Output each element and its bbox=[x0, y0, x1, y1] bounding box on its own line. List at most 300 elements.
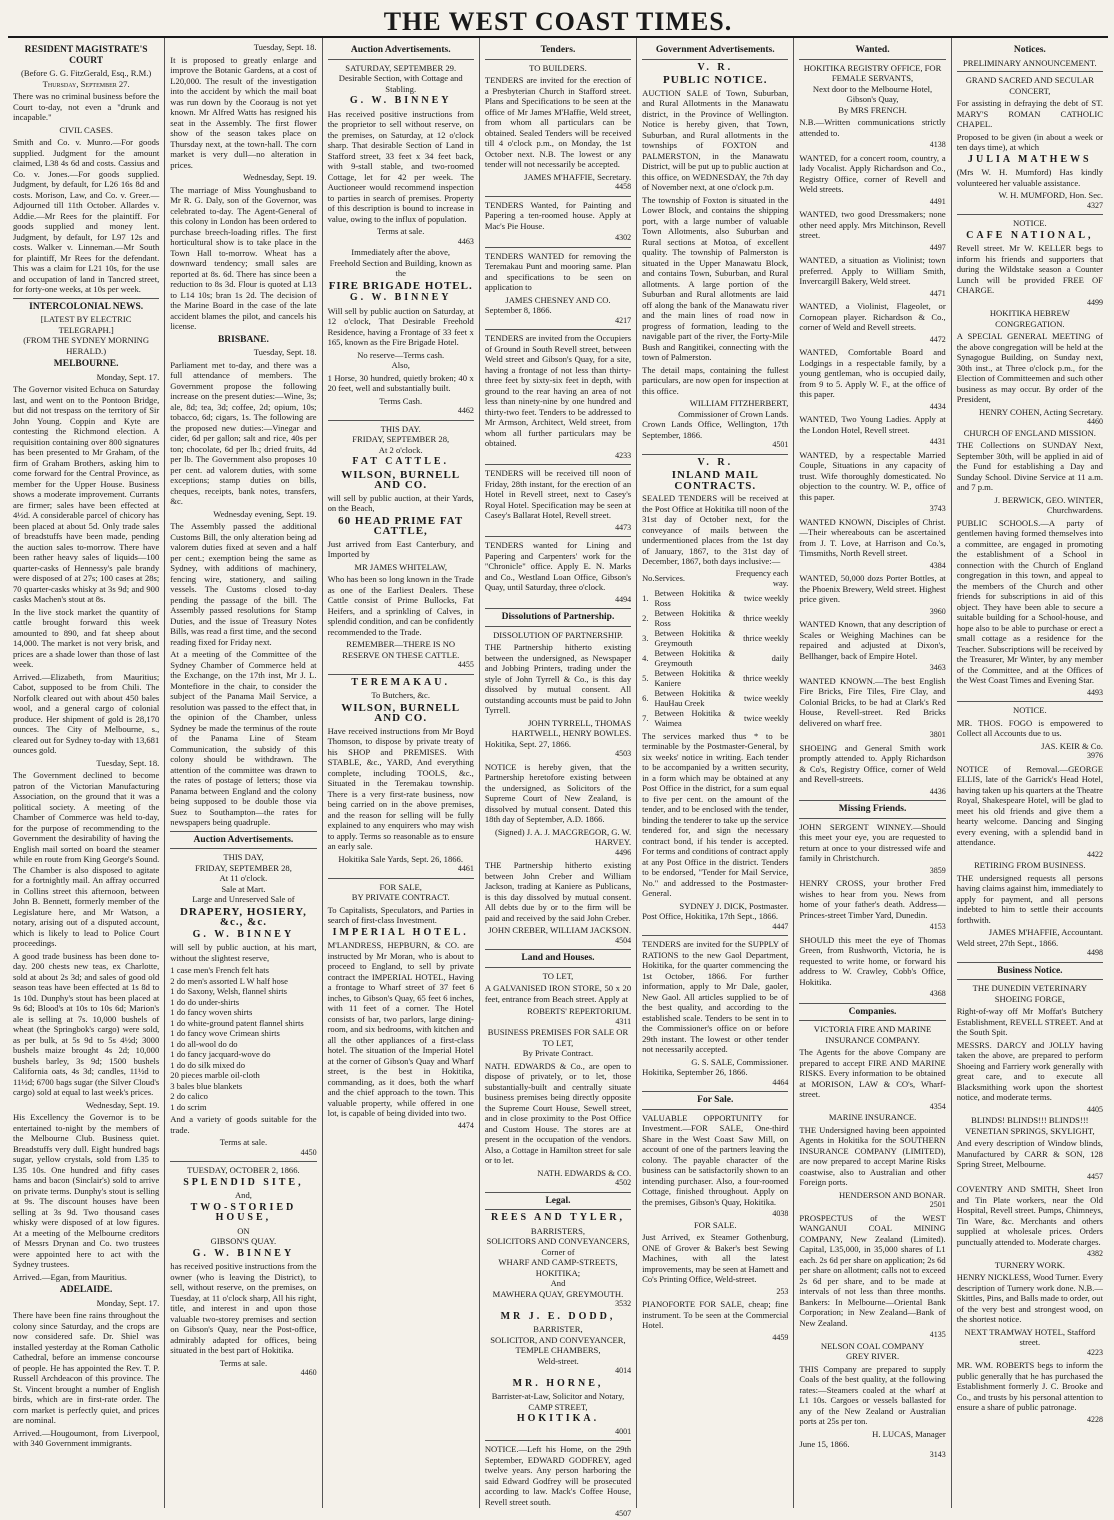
inland-mail-title: INLAND MAIL CONTRACTS. bbox=[671, 469, 759, 492]
ad-number: 4382 bbox=[1086, 1249, 1103, 1258]
ad-number: 4460 bbox=[1086, 417, 1103, 426]
retiring-title: RETIRING FROM BUSINESS. bbox=[974, 860, 1086, 870]
importer-name: MR JAMES WHITELAW, bbox=[354, 561, 448, 572]
divider bbox=[485, 1440, 631, 1441]
divider bbox=[485, 247, 631, 248]
auction-1-goods: DRAPERY, HOSIERY, &c., &c. bbox=[179, 905, 307, 928]
missing-text: SHOULD this meet the eye of Thomas Green, from Rushworth, Victoria, he is requested to write home, or forward his address to W. Crawley, Cobb's Office, Hokitika. bbox=[799, 934, 946, 987]
ad-number: 4434 bbox=[929, 401, 946, 411]
turnery-title: TURNERY WORK. bbox=[994, 1259, 1065, 1270]
auction-1-date: THIS DAY, bbox=[223, 852, 264, 862]
auction-2-on: ON bbox=[237, 1225, 250, 1236]
sale-yards: Hokitika Sale Yards, Sept. 26, 1866. bbox=[338, 853, 463, 864]
remember-text: REMEMBER—THERE IS NO RESERVE ON THESE CATTLE. bbox=[342, 639, 460, 660]
this-day-label: THIS DAY. bbox=[380, 423, 421, 434]
civil-cases-label: CIVIL CASES. bbox=[59, 124, 113, 135]
divider bbox=[642, 1091, 788, 1092]
business-premises-title: BUSINESS PREMISES FOR SALE OR TO LET, bbox=[487, 1027, 629, 1048]
wanted-text: WANTED KNOWN.—The best English Fire Bricks, Fire Tiles, Fire Clay, and Colonial Bricks, to be had at Clark's Red House, Revell-street. Red Bricks delivered on wharf free. bbox=[799, 675, 946, 728]
divider bbox=[170, 848, 316, 849]
table-header-row bbox=[642, 569, 788, 589]
list-item: 1 do do under-shirts bbox=[170, 996, 240, 1007]
missing-text: HENRY CROSS, your brother Fred wishes to hear from you. News from home of your father's death. Address—Princes-street Timber Yard, Dunedin. bbox=[799, 878, 946, 920]
auction-2-place: GIBSON'S QUAY. bbox=[210, 1236, 277, 1246]
wanted-text: WANTED, by a respectable Married Couple, Situations in any capacity of trust. Wife thoroughly domesticated. No objection to the country. W. P., office of this paper. bbox=[799, 449, 946, 502]
removal-text: NOTICE of Removal.—GEORGE ELLIS, late of the Garrick's Head Hotel, having taken up his quarters at the Theatre Royal, Shakespeare Hotel, will be glad to meet his old friends and give them a hearty welcome. Dancing and Singing every evening, with a splendid band in attendance. bbox=[956, 763, 1103, 847]
capitalists-text: To Capitalists, Speculators, and Parties in search of first-class Investment. bbox=[327, 904, 474, 925]
table-cell: Between Hokitika & Ross bbox=[654, 588, 736, 608]
ad-number: 4436 bbox=[929, 786, 946, 796]
signature: JAS. KEIR & Co. bbox=[1041, 740, 1103, 751]
divider bbox=[485, 1192, 631, 1193]
divider bbox=[485, 1209, 631, 1210]
divider bbox=[799, 59, 945, 60]
divider bbox=[485, 626, 631, 627]
divider bbox=[485, 464, 631, 465]
marine-insurance-title: MARINE INSURANCE. bbox=[828, 1112, 917, 1122]
list-item: 1 do fancy wove Crimean shirts bbox=[170, 1028, 280, 1038]
table-cell: 1. bbox=[642, 593, 649, 603]
list-item: 1 do fancy jacquard-wove do bbox=[170, 1049, 271, 1059]
table-cell: daily bbox=[771, 653, 789, 663]
column-2 bbox=[165, 38, 322, 1508]
cafe-title: CAFE NATIONAL, bbox=[966, 229, 1094, 241]
horne-title: MR. HORNE, bbox=[512, 1377, 604, 1389]
cattle-text-1: will sell by public auction, at their Yards, on the Beach, bbox=[327, 492, 474, 513]
mail-services-table bbox=[642, 569, 788, 729]
dissolutions-heading: Dissolutions of Partnership. bbox=[501, 612, 615, 622]
fat-cattle-title: FAT CATTLE. bbox=[352, 456, 450, 467]
ad-number: 4014 bbox=[615, 1366, 632, 1375]
divider bbox=[485, 196, 631, 197]
table-cell: 5. bbox=[642, 673, 649, 683]
private-contract-label: By Private Contract. bbox=[522, 1048, 594, 1058]
nelson-date: June 15, 1866. bbox=[799, 1439, 850, 1449]
notice-heading: NOTICE. bbox=[1013, 705, 1047, 715]
adelaide-date: Monday, Sept. 17. bbox=[96, 1297, 160, 1308]
nickless-text: HENRY NICKLESS, Wood Turner. Every description of Turnery work done. N.B.—Skittles, Pins, and Balls made to order, out of the very best and strongest wood, on the shortest notice. bbox=[956, 1272, 1103, 1324]
barrister-label: BARRISTER, bbox=[533, 1324, 583, 1334]
cattle-head: 60 HEAD PRIME FAT CATTLE, bbox=[338, 514, 464, 537]
list-item: 1 do all-wool do do bbox=[170, 1038, 238, 1049]
ad-number: 3960 bbox=[929, 606, 946, 616]
auction-item-list bbox=[170, 965, 316, 1112]
table-cell: Between Hokitika & Kaniere bbox=[654, 668, 736, 688]
list-item: 1 do Saxony, Welsh, flannel shirts bbox=[170, 986, 288, 996]
ad-number: 3743 bbox=[929, 504, 946, 513]
blinds-text: And every description of Window blinds, Manufactured by CARR & SON, 128 Spring Street, Melbourne. bbox=[956, 1138, 1103, 1169]
ad-number: 4001 bbox=[615, 1426, 632, 1436]
dissolution-text-1: THE Partnership hitherto existing between the undersigned, as Newspaper and Jobbing Printers, trading under the style of John Tyrrell & Co., is this day dissolved by mutual consent. All outstanding accounts must be paid to John Tyrrell. bbox=[484, 642, 632, 715]
for-sale-label: FOR SALE, bbox=[379, 881, 422, 892]
wanted-text: WANTED, Comfortable Board and Lodgings in a respectable family, by a young gentleman, who is occupied daily, from 9 to 5. Apply W. F., at the office of this paper. bbox=[799, 347, 946, 399]
preliminary-label: PRELIMINARY ANNOUNCEMENT. bbox=[962, 57, 1097, 68]
ad-number: 3801 bbox=[929, 730, 946, 739]
table-cell: Between Hokitika & Ross bbox=[654, 608, 736, 628]
business-notice-heading: Business Notice. bbox=[997, 965, 1063, 976]
rations-text: TENDERS are invited for the SUPPLY of RATIONS to the new Gaol Department, Hokitika, for the quarter commencing the 1st October, 1866. For further information, apply to Mr Dale, gaoler, New Gaol. All articles supplied to be of the best quality, and according to the established scale. Tenders to be sent in to the Commissioner's office on or before 29th instant. The lowest or other tender not necessarily accepted. bbox=[642, 939, 789, 1054]
ad-number: 4457 bbox=[1086, 1171, 1103, 1181]
column-5 bbox=[637, 38, 794, 1508]
auction-2-title-1: SPLENDID SITE, bbox=[183, 1176, 304, 1188]
victoria-title: VICTORIA FIRE AND MARINE INSURANCE COMPANY. bbox=[813, 1024, 932, 1045]
divider bbox=[485, 536, 631, 537]
auction-2-and: And, bbox=[234, 1190, 252, 1200]
auctioneer-name: G. W. BINNEY bbox=[192, 928, 295, 940]
wanted-text: WANTED, two good Dressmakers; none other need apply. Mrs Mitchinson, Revell street. bbox=[799, 209, 946, 240]
list-item: 1 do do silk mixed do bbox=[170, 1059, 245, 1070]
wanted-text: WANTED Known, that any description of Scales or Weighing Machines can be repaired and adjusted at Dixon's, Bellhanger, back of Empire Hotel. bbox=[799, 619, 946, 661]
edwards-text: NATH. EDWARDS & Co., are open to dispose of privately, or to let, those substantially-built and centrally situate business premises being directly opposite the Supreme Court House, Sewell street, and in close proximity to the Post Office and Custom House. The stores are at present in the occupation of the vendors. Also, a Cottage in Hamilton street for sale or to let. bbox=[484, 1060, 632, 1165]
divider bbox=[957, 71, 1103, 72]
to-builders-label: TO BUILDERS. bbox=[529, 62, 587, 73]
auction-date: SATURDAY, SEPTEMBER 29. bbox=[345, 62, 457, 73]
signature: JOHN CREBER, WILLIAM JACKSON. bbox=[488, 925, 632, 935]
crown-vr: V. R. bbox=[697, 456, 734, 468]
ad-number: 4217 bbox=[615, 315, 632, 325]
ad-number: 4471 bbox=[929, 288, 946, 298]
ad-number: 4499 bbox=[1086, 297, 1103, 307]
fogo-text: MR. THOS. FOGO is empowered to Collect all Accounts due to us. bbox=[956, 717, 1103, 738]
wanted-text: WANTED, a Violinist, Flageolet, or Cornopean player. Richardson & Co., corner of Weld and Revell streets. bbox=[799, 301, 946, 332]
gov-text-2: The township of Foxton is situated in the Lower Block, and contains the shipping port, with a large number of valuable Town Allotments, also Suburban and Rural sections at Motoa, of excellent quality. The township of Palmerston is situated in the Upper Manawatu Block, and contains Town, Suburban, and Rural allotments. A large portion of the Suburban and Rural allotments are laid off along the bank of the Manawatu river and the main lines of road now in progress of formation, leading to the navigable part of the river, the Forty-Mile Bush and Rangitikei, connecting with the town of Palmerston. bbox=[642, 194, 789, 362]
ad-number: 4504 bbox=[615, 935, 632, 945]
table-row bbox=[642, 669, 788, 689]
divider bbox=[957, 979, 1103, 980]
performer-name: JULIA MATHEWS bbox=[968, 153, 1092, 165]
column-header: Frequency each way. bbox=[735, 568, 789, 588]
table-cell: 7. bbox=[642, 713, 649, 723]
signature: JOHN TYRRELL, THOMAS HARTWELL, HENRY BOWLES. bbox=[511, 717, 632, 738]
tender-date: September 8, 1866. bbox=[484, 305, 552, 315]
list-item: 2 do calico bbox=[170, 1091, 208, 1101]
table-cell: thrice weekly bbox=[743, 673, 789, 683]
divider bbox=[170, 831, 316, 832]
telegraph-label: [LATEST BY ELECTRIC TELEGRAPH.] bbox=[40, 314, 132, 335]
ad-number: 4135 bbox=[929, 1330, 946, 1339]
signature: JAMES CHESNEY AND CO. bbox=[505, 294, 611, 305]
to-butchers: To Butchers, &c. bbox=[371, 690, 430, 700]
table-cell: 4. bbox=[642, 653, 649, 663]
table-row bbox=[642, 649, 788, 669]
table-row bbox=[642, 709, 788, 729]
table-cell: 2. bbox=[642, 613, 649, 623]
auction-1-time: At 11 o'clock. bbox=[219, 873, 268, 883]
tender-text-4: TENDERS are invited from the Occupiers of Ground in South Revell street, between Weld street and Gibson's Quay, for a site, having a frontage of not less than thirty-three feet by sixty-six feet in depth, with ground to the rear having an area of not less than ninety-nine by one hundred and thirty-two feet. Tenders to be addressed to Mr Armson, Architect, Weld street, from whom all further particulars may be obtained. bbox=[484, 333, 632, 448]
table-cell: Between Hokitika & Greymouth bbox=[654, 628, 736, 648]
intercolonial-heading: INTERCOLONIAL NEWS. bbox=[29, 301, 144, 312]
list-item: 1 do fancy woven shirts bbox=[170, 1007, 253, 1017]
signature: G. S. SALE, Commissioner. bbox=[691, 1056, 789, 1067]
arrived-text: Arrived.—Egan, from Mauritius. bbox=[13, 1271, 127, 1282]
divider bbox=[13, 298, 159, 299]
sale-date: FRIDAY, SEPTEMBER 28, bbox=[352, 434, 450, 444]
victoria-text: The Agents for the above Company are prepared to accept FIRE AND MARINE RISKS. Every information to be obtained at MORISON, LAW & CO's, Wharf-street. bbox=[799, 1047, 946, 1099]
tenders-heading: Tenders. bbox=[540, 45, 576, 55]
auction-text-2: Will sell by public auction on Saturday, at 12 o'clock, That Desirable Freehold Residence, having a Frontage of 33 feet x 165, known as the Fire Brigade Hotel. bbox=[327, 305, 474, 347]
ad-number: 4153 bbox=[929, 922, 946, 931]
auctioneer-name: G. W. BINNEY bbox=[349, 292, 452, 303]
date-4: Wednesday evening, Sept. 19. bbox=[213, 508, 317, 519]
list-item: 3 bales blue blankets bbox=[170, 1080, 243, 1091]
temple-label: TEMPLE CHAMBERS, bbox=[515, 1345, 601, 1355]
signature: WILLIAM FITZHERBERT, Commissioner of Crown Lands. bbox=[678, 398, 789, 419]
dissolution-text-2: NOTICE is hereby given, that the Partnership heretofore existing between the undersigned, as Solicitors of the Supreme Court of New Zealand, is dissolved by mutual consent. Dated this 18th day of September, A.D. 1866. bbox=[484, 761, 632, 824]
melbourne-date: Monday, Sept. 17. bbox=[96, 371, 160, 382]
registry-note: N.B.—Written communications strictly attended to. bbox=[799, 117, 946, 138]
fire-brigade-title: FIRE BRIGADE HOTEL. bbox=[328, 279, 473, 292]
cattle-text-3: Who has been so long known in the Trade as one of the Earliest Dealers. These Cattle consist of Prime Bullocks, Fat Heifers, and a sprinkling of Calves, in splendid condition, and can be confidently recommended to the Trade. bbox=[327, 574, 474, 637]
list-item: 1 do white-ground patent flannel shirts bbox=[170, 1017, 304, 1028]
signature: HENRY COHEN, Acting Secretary. bbox=[979, 406, 1103, 417]
solicitor-label: SOLICITOR, AND CONVEYANCER, bbox=[490, 1334, 626, 1345]
wanted-text: WANTED, a situation as Violinist; town preferred. Apply to William Smith, Invercargill Bakery, Weld street. bbox=[799, 255, 946, 286]
ad-number: 4354 bbox=[929, 1101, 946, 1111]
ad-number: 4462 bbox=[457, 406, 474, 415]
ad-number: 4491 bbox=[929, 196, 946, 206]
auction-2-title-2: TWO-STORIED HOUSE, bbox=[190, 1201, 297, 1223]
melbourne-text-6: His Excellency the Governor is to be entertained to-night by the members of the Melbourne Club. Business quiet. Breadstuffs very dull. Eight hundred bags sugar, yellow crystals, sold from L35 to L35 10s. One hundred and fifty cases hams and bacon (Sinclair's) sold to arrive on private terms. Dunphy's stout is selling at 9s. The discount houses have been selling at 3s 9d. Two thousand cases whisky were disposed of at low figures. At a meeting of the Melbourne creditors of Messrs Drynan and Co. two trustees were appointed here to act with the Sydney trustees. bbox=[13, 1112, 160, 1269]
signature: J. BERWICK, GEO. WINTER, Churchwardens. bbox=[994, 494, 1103, 515]
auctioneer-firm: WILSON, BURNELL AND CO. bbox=[341, 701, 461, 724]
ad-number: 4497 bbox=[929, 242, 946, 252]
retiring-date: Weld street, 27th Sept., 1866. bbox=[956, 937, 1059, 948]
venetian-title: VENETIAN SPRINGS, SKYLIGHT, bbox=[964, 1125, 1095, 1136]
to-let-label: TO LET, bbox=[542, 970, 574, 981]
teremakau-text: Have received instructions from Mr Boyd Thomson, to dispose by private treaty of his SHOP and PREMISES. With STABLE, &c., YARD, And everything complete, including TOOLS, &c., Situated in the Teremakau township. There is a very first-rate business, now being carried on in the above premises, and the reason for selling will be fully explained to any enquirers who may wish to apply. Terms so reasonable as to ensure an early sale. bbox=[327, 725, 474, 851]
court-subheading: (Before G. G. FitzGerald, Esq., R.M.) bbox=[20, 68, 152, 78]
auction-heading: Auction Advertisements. bbox=[350, 45, 451, 55]
hokitika-label: HOKITIKA. bbox=[516, 1413, 600, 1424]
cafe-text: Revell street. Mr W. KELLER begs to inform his friends and supporters that during the Wildstake season a Counter Lunch will be provided FREE OF CHARGE. bbox=[956, 243, 1103, 295]
adelaide-arrived: Arrived.—Hougoumont, from Liverpool, with 340 Government immigrants. bbox=[13, 1427, 160, 1448]
legal-heading: Legal. bbox=[545, 1195, 571, 1206]
melbourne-text-4: The Government declined to become patron of the Victorian Manufacturing Association, on the ground that it was a political society. A meeting of the Chamber of Commerce was held to-day, for the purpose of recommending to the Government the desirability of having the English mail sorted on board the steamer while en route from King George's Sound. The Chamber is also disposed to agitate for a fortnightly mail. An affray occurred in Collins street this afternoon, between John B. Bennett, formerly member of the Legislature here, and Mr Watson, a notary, arising out of a disputed account, which is likely to lead to Police Court proceedings. bbox=[13, 770, 160, 948]
melbourne-date-2: Tuesday, Sept. 18. bbox=[96, 757, 160, 768]
table-row bbox=[642, 609, 788, 629]
ad-number: 2501 bbox=[929, 1200, 946, 1209]
marine-text: THE Undersigned having been appointed Agents in Hokitika for the SOUTHERN INSURANCE COMPANY (LIMITED), are now prepared to accept Marine Risks coastwise, also to Australian and other Foreign ports. bbox=[799, 1124, 946, 1187]
signature: ROBERTS' REPERTORIUM. bbox=[527, 1006, 632, 1016]
notice-heading: NOTICE. bbox=[1013, 218, 1047, 228]
melbourne-text-1: The Governor visited Echuca on Saturday last, and went on to the Pontoon Bridge, but did not trespass on the territory of Sir John Young. Coppin and Kyte are contesting the Richmond election. A requisition containing over 800 signatures has been presented to Mr Graham, of the firm of Graham Brothers, asking him to come forward for the Central Province, as member for the Upper House. Business shows a moderate improvement. Currants are firmer; sales have been effected at 4½d. A considerable parcel of chicory has been placed at about 5d. Only trade sales of breadstuffs have been made, pending the auction sales to-morrow. There have been rather heavy sales of liquids—100 quarter-casks of Hennessy's pale brandy were disposed of at 27s; 100 cases at 28s; 70 quarter-casks whisky at 3s 9d; and 900 casks Machen's stout at 8s. bbox=[13, 384, 160, 604]
solicitors-label: SOLICITORS AND CONVEYANCERS, bbox=[486, 1236, 630, 1246]
concert-text-3: (Mrs W. H. Mumford) Has kindly volunteered her valuable assistance. bbox=[956, 167, 1103, 188]
missing-text: JOHN SERGENT WINNEY.—Should this meet your eye, you are requested to return at once to your distressed wife and family in Christchurch. bbox=[799, 821, 946, 863]
investment-text: VALUABLE OPPORTUNITY for Investment.—FOR SALE, One-third Share in the West Coast Saw Mill, on account of one of the partners leaving the colony. The payable character of the business can be satisfactorily shown to an intending purchaser. Also, a four-roomed Cottage, finished throughout. Apply on the premises, Gibson's Quay, Hokitika. bbox=[642, 1112, 789, 1207]
ad-number: 4327 bbox=[1086, 200, 1103, 210]
ad-number: 4493 bbox=[1086, 687, 1103, 697]
ad-number: 4450 bbox=[300, 1147, 317, 1157]
divider bbox=[799, 818, 945, 819]
ad-number: 4405 bbox=[1086, 1104, 1103, 1114]
to-let-text: A GALVANISED IRON STORE, 50 x 20 feet, entrance from Beach street. Apply at bbox=[484, 983, 632, 1004]
column-header: Services. bbox=[654, 573, 685, 583]
dissolution-date: Hokitika, Sept. 27, 1866. bbox=[484, 738, 572, 749]
adelaide-heading: ADELAIDE. bbox=[59, 1285, 113, 1295]
concert-text-1: For assisting in defraying the debt of ST. MARY'S ROMAN CATHOLIC CHAPEL. bbox=[956, 98, 1103, 129]
ad-number: 4368 bbox=[929, 989, 946, 998]
darcy-text: MESSRS. DARCY and JOLLY having taken the above, are prepared to perform Shoeing and Farriery work generally with great care, and to execute all Blacksmithing work upon the shortest notice, and moderate terms. bbox=[956, 1039, 1103, 1102]
notices-heading: Notices. bbox=[1013, 45, 1046, 55]
dunedin-forge-title: THE DUNEDIN VETERINARY SHOEING FORGE, bbox=[972, 983, 1088, 1004]
adelaide-text: There have been fine rains throughout the colony since Saturday, and the crops are now considered safe. Dr. Shiel was installed yesterday at the Roman Catholic Cathedral, before an immense concourse of people. He has appointed the Rev. T. P. Russell Archdeacon of this province. The St. Vincent brought a number of English birds, which are in first-rate order. The corn market is perfectly quiet, and prices are nominal. bbox=[13, 1310, 160, 1425]
and-label: And bbox=[550, 1278, 566, 1288]
freehold-label: Freehold Section and Building, known as the bbox=[329, 257, 472, 278]
auction-1-title: Large and Unreserved Sale of bbox=[192, 894, 295, 904]
ad-number: 4464 bbox=[772, 1077, 789, 1087]
ad-number: 4228 bbox=[1086, 1414, 1103, 1424]
teremakau-title: TEREMAKAU. bbox=[351, 676, 451, 688]
church-title: CHURCH OF ENGLAND MISSION. bbox=[963, 427, 1096, 438]
ad-number: 4503 bbox=[615, 749, 632, 758]
ad-number: 4507 bbox=[615, 1509, 632, 1518]
dissolution-title: DISSOLUTION OF PARTNERSHIP. bbox=[493, 629, 623, 640]
ad-number: 4233 bbox=[615, 450, 632, 460]
companies-heading: Companies. bbox=[848, 1006, 897, 1017]
columns bbox=[8, 38, 1108, 1518]
ad-number: 4498 bbox=[1086, 948, 1103, 957]
private-contract-label: BY PRIVATE CONTRACT. bbox=[351, 892, 450, 902]
column-3 bbox=[323, 38, 480, 1508]
auction-1-day: FRIDAY, SEPTEMBER 28, bbox=[194, 862, 292, 873]
divider bbox=[957, 214, 1103, 215]
divider bbox=[957, 962, 1103, 963]
melbourne-heading: MELBOURNE. bbox=[53, 359, 119, 369]
table-cell: thrice weekly bbox=[743, 613, 789, 623]
divider bbox=[642, 454, 788, 455]
tramway-label: NEXT TRAMWAY HOTEL, Stafford street. bbox=[964, 1326, 1096, 1347]
divider bbox=[328, 420, 474, 421]
also-label: Also, bbox=[391, 360, 410, 370]
ad-number: 4496 bbox=[615, 847, 632, 857]
table-cell: Between Hokitika & Greymouth bbox=[654, 648, 736, 668]
list-item: 2 do men's assorted L W half hose bbox=[170, 975, 288, 986]
pianoforte-text: PIANOFORTE FOR SALE, cheap; fine instrument. To be seen at the Commercial Hotel. bbox=[642, 1299, 789, 1330]
list-item: 1 case men's French felt hats bbox=[170, 965, 269, 975]
coventry-text: COVENTRY AND SMITH, Sheet Iron and Tin Plate workers, near the Old Hospital, Revell street. Pumps, Chimneys, Tin Ware, &c. Merchants and others supplied at wholesale prices. Orders punctually attended to. Moderate charges. bbox=[956, 1184, 1103, 1247]
signature: HENDERSON AND BONAR. bbox=[838, 1189, 946, 1200]
grey-river-label: GREY RIVER. bbox=[845, 1351, 900, 1361]
auction-2-terms: Terms at sale. bbox=[219, 1357, 268, 1368]
signature: NATH. EDWARDS & CO. bbox=[537, 1167, 632, 1178]
wanted-text: WANTED, for a concert room, country, a lady Vocalist. Apply Richardson and Co., Registry Office, corner of Revell and Weld streets. bbox=[799, 152, 946, 194]
ad-number: 4501 bbox=[772, 440, 789, 449]
wharf-label: WHARF AND CAMP-STREETS, HOKITIKA; bbox=[498, 1257, 618, 1278]
list-item: 20 pieces marble oil-cloth bbox=[170, 1070, 260, 1080]
tender-text-2: TENDERS Wanted, for Painting and Papering a ten-roomed house. Apply at Mac's Pie House. bbox=[484, 199, 632, 231]
table-cell: twice weekly bbox=[743, 593, 789, 603]
signature: (Signed) J. A. J. MACGREGOR, G. W. HARVEY. bbox=[495, 826, 632, 847]
blinds-title: BLINDS! BLINDS!!! BLINDS!!! bbox=[971, 1115, 1089, 1125]
ad-number: 3859 bbox=[929, 865, 946, 875]
divider bbox=[485, 949, 631, 950]
ad-number: 4473 bbox=[615, 522, 632, 532]
terms-label: Terms Cash. bbox=[379, 395, 423, 406]
cattle-text-2: Just arrived from East Canterbury, and Imported by bbox=[327, 538, 474, 559]
divider bbox=[328, 59, 474, 60]
divider bbox=[799, 1003, 945, 1004]
news-text-5: At a meeting of the Committee of the Sydney Chamber of Commerce held at the Exchange, on the 17th inst, Mr J. L. Montefiore in the chair, to consider the subject of the Panama Mail Service, a resolution was passed to the effect that, in the opinion of the Chamber, unless Sydney be made the terminus of the route of the Panama Line of Steam Communication, the subsidy of this colony should be withdrawn. The attention of the committee was drawn to the rates of postage of letters; those via Panama between England and the colony being supposed to be double those via Suez to Southampton—the rates for newspapers being quadruple. bbox=[170, 649, 317, 827]
ad-number: 4461 bbox=[457, 864, 474, 873]
notice-text: NOTICE.—Left his Home, on the 29th September, EDWARD GODFREY, aged twelve years. Any person harboring the said Edward Godfrey will be prosecuted according to law. Mack's Coffee House, Revell street south. bbox=[484, 1444, 632, 1507]
divider bbox=[799, 1020, 945, 1021]
news-text-1: It is proposed to greatly enlarge and improve the Botanic Gardens, at a cost of L20,000. The result of the investigation into the accident by which the mail boat was run down by the Cooraug is not yet known. Mr Alfred Watts has resigned his seat in the Assembly. The first flower show of the season takes place on Thursday next, at the town-hall. The corn market is very dull—no alteration in prices. bbox=[170, 54, 317, 170]
column-header: No. bbox=[642, 573, 655, 583]
missing-friends-heading: Missing Friends. bbox=[838, 804, 907, 814]
ad-number: 4455 bbox=[457, 660, 474, 669]
sewing-machine-text: Just Arrived, ex Steamer Gothenburg, ONE of Grover & Baker's best Sewing Machines, with all the latest improvements, may be seen at Hamett and Co's Printing Office, Weld-street. bbox=[642, 1232, 789, 1284]
melbourne-text-5: A good trade business has been done to-day. 200 chests new teas, ex Charlotte, sold at about 2s 3d; and sales of good old season teas have been effected at 1s 8d to 1s 10d. Dunphy's stout has been placed at 9s 6d; Blood's at 10s to 10s 6d; Marion's ale is selling at 7s. 10,000 bushels of wheat (the Springbok's cargo) were sold, as per bulk, at 5s 9d to 5s 4½d; 3000 bushels maize brought 4s 2d; 10,000 bushels barley, 3s 9d; 1500 bushels California oats, 4s 3d; candles, 11½d to 11½d; 6700 bags sugar (the Silver Cloud's cargo) sold at equal to last week's prices. bbox=[13, 950, 160, 1097]
sale-time: At 2 o'clock. bbox=[378, 444, 423, 455]
roberts-text: MR. WM. ROBERTS begs to inform the public generally that he has purchased the Establishment formerly J. C. Brooke and Co., and trusts by his personal attention to ensure a share of public patronage. bbox=[956, 1360, 1103, 1412]
ad-number: 253 bbox=[776, 1286, 789, 1296]
melbourne-date-3: Wednesday, Sept. 19. bbox=[85, 1099, 160, 1110]
auction-text: Has received positive instructions from the proprietor to sell without reserve, on the premises, on Saturday, at 12 o'clock sharp. That desirable Section of Land in Stafford street, 33 feet x 34 feet back, with 9-stall stable, and two-roomed Cottage, let for 42 per week. The Auctioneer would recommend inspection to parties in search of premises. Property of this description is bound to increase in value, owing to the influx of population. bbox=[327, 108, 474, 224]
signature: JAMES M'HAFFIE, Secretary. bbox=[524, 171, 632, 182]
column-7 bbox=[952, 38, 1108, 1508]
tender-text-3: TENDERS WANTED for removing the Teremakau Punt and mooring same. Plan and specifications to be seen on application to bbox=[484, 250, 632, 292]
ad-number: 4311 bbox=[615, 1016, 632, 1026]
ad-number: 4458 bbox=[615, 182, 632, 191]
table-cell: Between Hokitika & Waimea bbox=[654, 708, 736, 728]
ad-number: 3976 bbox=[1086, 751, 1103, 760]
newspaper-page bbox=[8, 7, 1108, 1518]
camp-street-label: CAMP STREET, bbox=[528, 1401, 588, 1412]
table-row bbox=[642, 589, 788, 609]
ad-number: 4463 bbox=[457, 236, 474, 246]
ad-number: 4431 bbox=[929, 437, 946, 446]
news-text-3: Parliament met to-day, and there was a full attendance of members. The Government propose the following increase on the present duties:—Wine, 3s; ale, 8d; tea, 3d; coffee, 2d; opium, 10s; tobacco, 6d; cigars, 1s. The following are the proposed new duties:—Vinegar and cider, 6d per gallon; salt and rice, 40s per ton; chocolate, 6d per lb.; dried fruits, 4d per lb. The Government also proposes 10 per cent. ad valorem duties, with some exceptions; stamp duties on bills, cheques, receipts, bank notes, transfers, &c. bbox=[170, 359, 317, 506]
dodd-title: MR J. E. DODD, bbox=[500, 1310, 616, 1322]
church-text: THE Collections on SUNDAY Next, September 30th, will be applied in aid of the Fund for establishing a Day and Sunday School. Divine Service at 11 a.m. and 7 p.m. bbox=[956, 440, 1103, 492]
date-3: Tuesday, Sept. 18. bbox=[253, 347, 317, 357]
for-sale-heading: For Sale. bbox=[697, 1095, 734, 1105]
concert-text-2: Proposed to be given (in about a week or ten days time), at which bbox=[956, 131, 1103, 152]
government-heading: Government Advertisements. bbox=[655, 45, 775, 55]
registry-address: Next door to the Melbourne Hotel, Gibson's Quay, bbox=[812, 83, 933, 104]
date-1: Tuesday, Sept. 18. bbox=[253, 42, 317, 52]
signature: JAMES M'HAFFIE, Accountant. bbox=[988, 927, 1103, 937]
retiring-text: THE undersigned requests all persons having claims against him, immediately to apply for payment, and all persons indebted to him to settle their accounts forthwith. bbox=[956, 872, 1103, 925]
table-cell: thrice weekly bbox=[743, 633, 789, 643]
ad-number: 4384 bbox=[929, 560, 946, 570]
auction-title: Desirable Section, with Cottage and Stabling. bbox=[338, 73, 463, 94]
auction-heading: Auction Advertisements. bbox=[193, 834, 294, 845]
table-row bbox=[642, 689, 788, 709]
auctioneer-firm: WILSON, BURNELL AND CO. bbox=[341, 468, 461, 491]
wanted-text: WANTED, Two Young Ladies. Apply at the London Hotel, Revell street. bbox=[799, 414, 946, 435]
ad-number: 4494 bbox=[615, 594, 632, 604]
wanted-text: WANTED, 50,000 dozs Porter Bottles, at the Phoenix Brewery, Weld street. Highest price given. bbox=[799, 573, 946, 604]
ad-number: 4460 bbox=[300, 1368, 317, 1377]
wanted-text: WANTED KNOWN, Disciples of Christ.—Their whereabouts can be ascertained from J. T. Love, at Harrison and Co.'s, Timsmiths, North Revell street. bbox=[799, 516, 946, 558]
for-sale-label: FOR SALE. bbox=[694, 1219, 737, 1230]
gov-text-1: AUCTION SALE of Town, Suburban, and Rural Allotments in the Manawatu district, in the Province of Wellington. Notice is hereby given, that Town, Suburban, and Rural allotments in the townships of FOXTON and PALMERSTON, in the Manawatu District, will be put up to public auction at this office, on WEDNESDAY, the 7th day of November next, at one o'clock p.m. bbox=[642, 87, 789, 192]
divider bbox=[642, 935, 788, 936]
divider bbox=[642, 59, 788, 60]
ad-number: 4459 bbox=[772, 1332, 789, 1342]
divider bbox=[485, 967, 631, 968]
rations-date: Hokitika, September 26, 1866. bbox=[642, 1067, 748, 1077]
auction-1-terms: Terms at sale. bbox=[219, 1137, 268, 1147]
nelson-coal-title: NELSON COAL COMPANY bbox=[820, 1340, 925, 1351]
auction-1-end: And a variety of goods suitable for the trade. bbox=[170, 1114, 317, 1135]
horne-role: Barrister-at-Law, Solicitor and Notary, bbox=[491, 1391, 625, 1401]
table-cell: Between Hokitika & HauHau Creek bbox=[654, 688, 736, 708]
signature: W. H. MUMFORD, Hon. Sec. bbox=[998, 190, 1103, 200]
registry-title: HOKITIKA REGISTRY OFFICE, FOR FEMALE SERVANTS, bbox=[803, 62, 942, 83]
